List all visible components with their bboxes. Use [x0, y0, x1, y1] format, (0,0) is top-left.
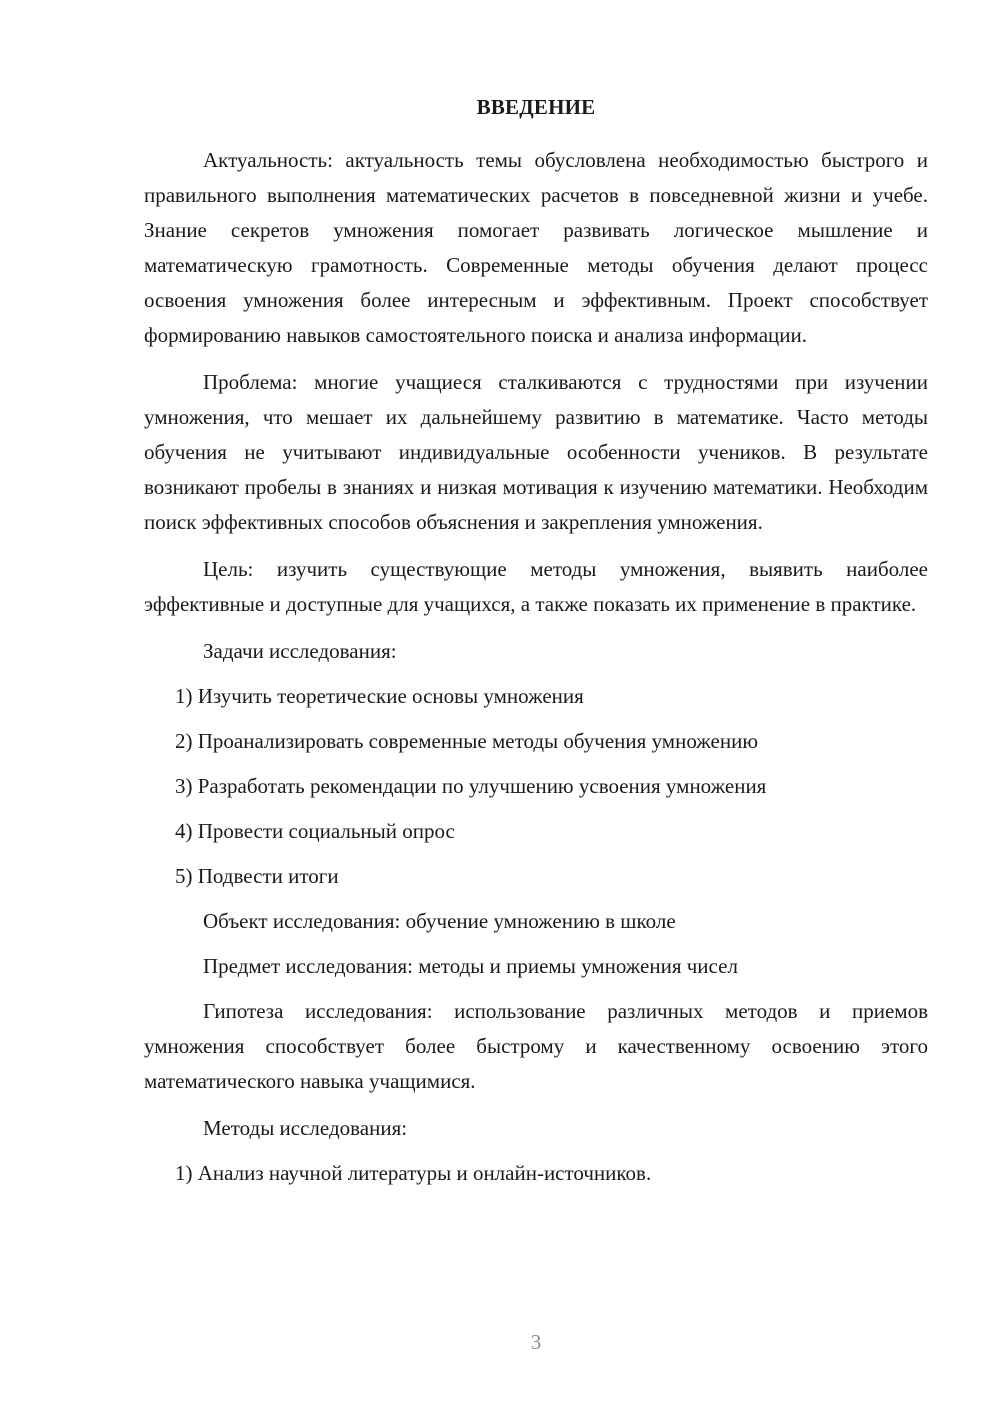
object-line: Объект исследования: обучение умножению в школе — [203, 909, 676, 933]
list-item: 3) Разработать рекомендации по улучшению усвоения умножения — [175, 774, 767, 798]
list-item: 5) Подвести итоги — [175, 864, 339, 888]
goal-paragraph: Цель: изучить существующие методы умножения, выявить наиболее эффективные и доступные для учащихся, а также показать их применение в практике. — [144, 557, 928, 616]
tasks-list — [144, 679, 928, 894]
section-heading: ВВЕДЕНИЕ — [476, 95, 596, 119]
list-item: 1) Изучить теоретические основы умножения — [175, 684, 584, 708]
hypothesis-paragraph: Гипотеза исследования: использование различных методов и приемов умножения способствует более быстрому и качественному освоению этого математического навыка учащимися. — [144, 999, 928, 1093]
page-number: 3 — [530, 1330, 542, 1354]
methods-list — [144, 1156, 928, 1191]
document-page — [144, 90, 928, 1191]
subject-line: Предмет исследования: методы и приемы умножения чисел — [203, 954, 738, 978]
problem-paragraph: Проблема: многие учащиеся сталкиваются с трудностями при изучении умножения, что мешает их дальнейшему развитию в математике. Часто методы обучения не учитывают индивидуальные особенности учеников. В результате возникают пробелы в знаниях и низкая мотивация к изучению математики. Необходим поиск эффективных способов объяснения и закрепления умножения. — [144, 370, 928, 534]
list-item: 2) Проанализировать современные методы обучения умножению — [175, 729, 759, 753]
tasks-title: Задачи исследования: — [203, 639, 397, 663]
list-item: 4) Провести социальный опрос — [175, 819, 455, 843]
methods-title: Методы исследования: — [203, 1116, 408, 1140]
relevance-paragraph: Актуальность: актуальность темы обусловлена необходимостью быстрого и правильного выполнения математических расчетов в повседневной жизни и учебе. Знание секретов умножения помогает развивать логическое мышление и математическую грамотность. Современные методы обучения делают процесс освоения умножения более интересным и эффективным. Проект способствует формированию навыков самостоятельного поиска и анализа информации. — [144, 148, 928, 347]
list-item: 1) Анализ научной литературы и онлайн-источников. — [175, 1161, 652, 1185]
